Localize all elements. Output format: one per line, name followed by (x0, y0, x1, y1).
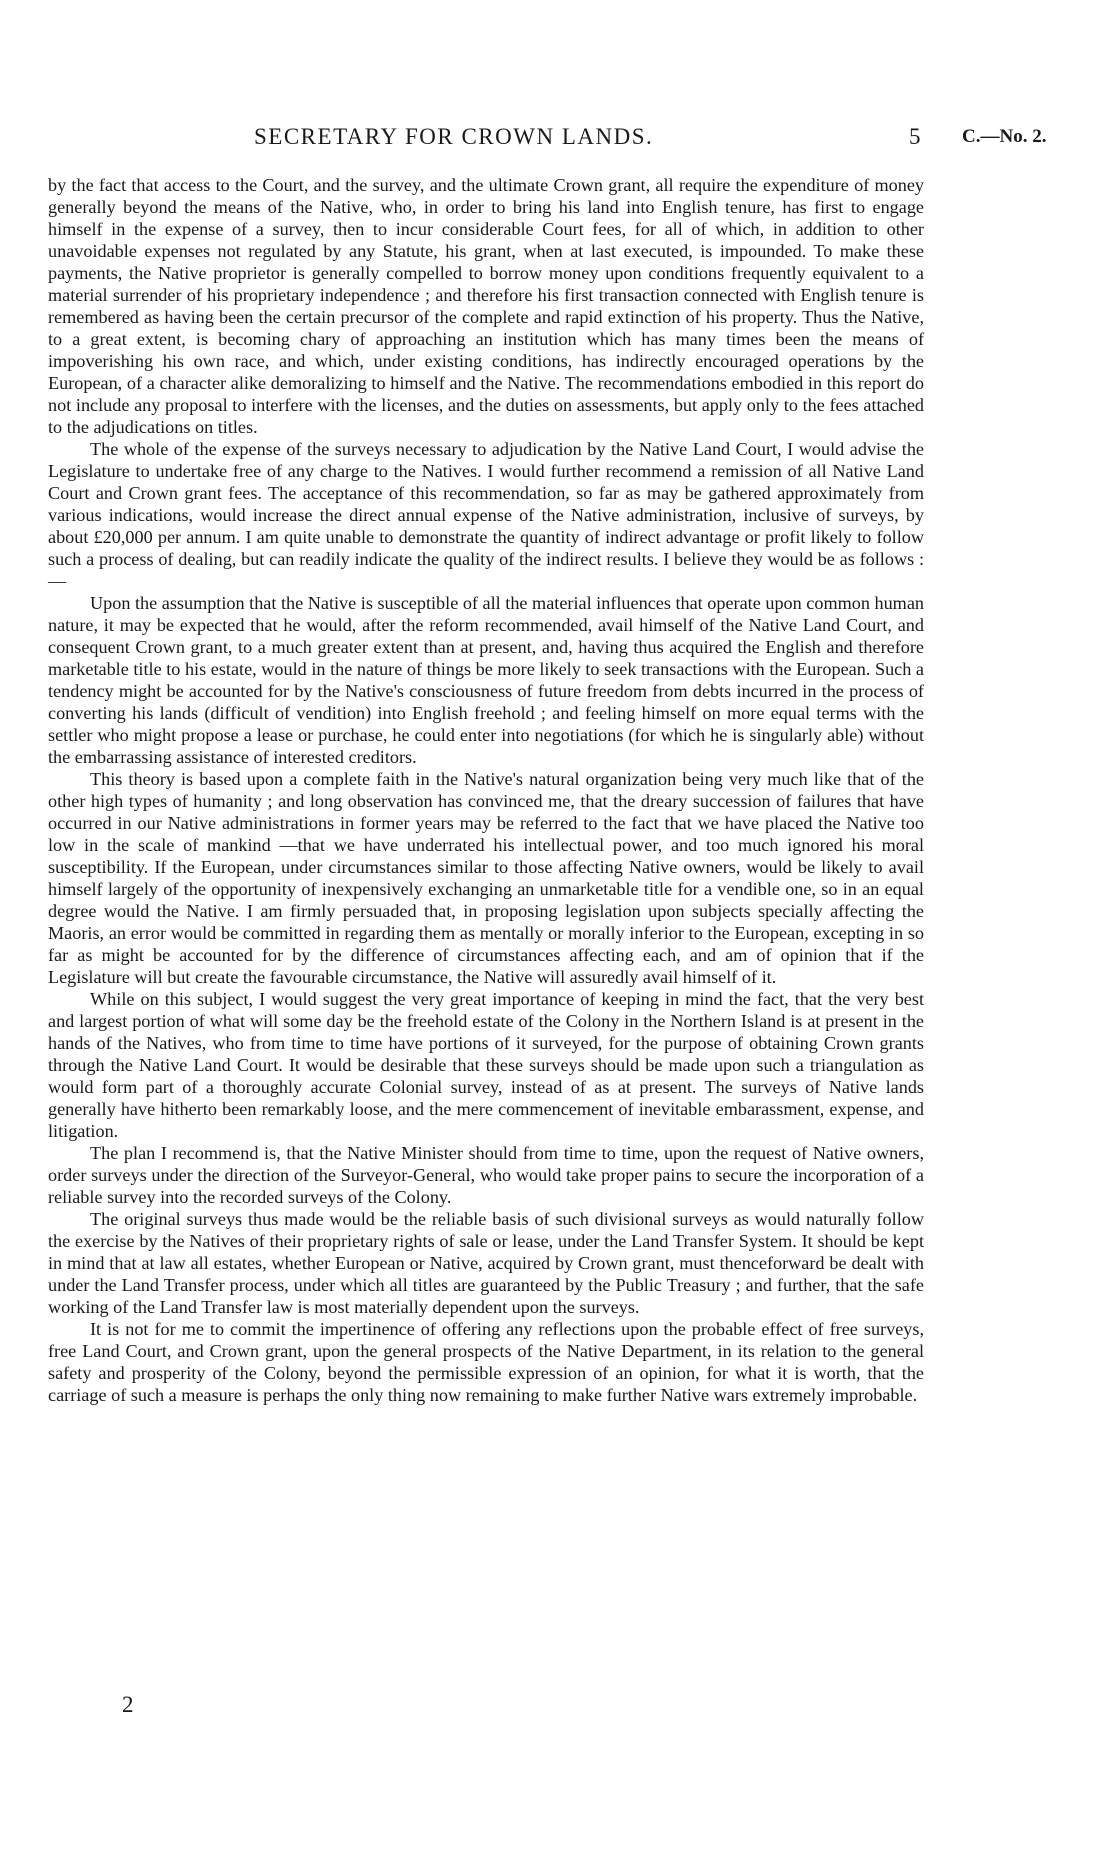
signature-mark: 2 (122, 1692, 134, 1717)
running-header (0, 124, 1114, 154)
document-reference: C.—No. 2. (962, 126, 1047, 147)
body-text (48, 174, 924, 1406)
paragraph-northern-island: While on this subject, I would suggest the very great importance of keeping in mind the fact, that the very best and largest portion of what will some day be the freehold estate of the Colony in the Northern Island is at present in the hands of the Natives, who from time to time have portions of it surveyed, for the purpose of obtaining Crown grants through the Native Land Court. It would be desirable that these surveys should be made upon such a triangulation as would form part of a thoroughly accurate Colonial survey, instead of as at present. The surveys of Native lands generally have hitherto been remarkably loose, and the mere commencement of inevitable embarassment, expense, and litigation. (48, 989, 924, 1141)
paragraph-plan: The plan I recommend is, that the Native Minister should from time to time, upon the request of Native owners, order surveys under the direction of the Surveyor-General, who would take proper pains to secure the incorporation of a reliable survey into the recorded surveys of the Colony. (48, 1143, 924, 1207)
paragraph-assumption: Upon the assumption that the Native is susceptible of all the material influences that operate upon common human nature, it may be expected that he would, after the reform recommended, avail himself of the Native Land Court, and consequent Crown grant, to a much greater extent than at present, and, having thus acquired the English and therefore marketable title to his estate, would in the nature of things be more likely to seek transactions with the European. Such a tendency might be accounted for by the Native's consciousness of future freedom from debts incurred in the process of converting his lands (difficult of vendition) into English freehold ; and feeling himself on more equal terms with the settler who might propose a lease or purchase, he could enter into negotiations (for which he is singularly able) without the embarrassing assistance of interested creditors. (48, 593, 924, 767)
header-title: SECRETARY FOR CROWN LANDS. (254, 124, 654, 149)
paragraph-conclusion: It is not for me to commit the impertinence of offering any reflections upon the probable effect of free surveys, free Land Court, and Crown grant, upon the general prospects of the Native Department, in its relation to the general safety and prosperity of the Colony, beyond the permissible expression of an opinion, for what it is worth, that the carriage of such a measure is perhaps the only thing now remaining to make further Native wars extremely improbable. (48, 1319, 924, 1405)
page-number: 5 (909, 124, 921, 149)
paragraph-theory: This theory is based upon a complete faith in the Native's natural organization being very much like that of the other high types of humanity ; and long observation has convinced me, that the dreary succession of failures that have occurred in our Native administrations in former years may be referred to the fact that we have placed the Native too low in the scale of mankind —that we have underrated his intellectual power, and too much ignored his moral susceptibility. If the European, under circumstances similar to those affecting Native owners, would be likely to avail himself largely of the opportunity of inexpensively exchanging an unmarketable title for a vendible one, so in an equal degree would the Native. I am firmly persuaded that, in proposing legislation upon subjects specially affecting the Maoris, an error would be committed in regarding them as mentally or morally inferior to the European, excepting in so far as might be accounted for by the difference of circumstances affecting each, and am of opinion that if the Legislature will but create the favourable circumstance, the Native will assuredly avail himself of it. (48, 769, 924, 987)
paragraph-original-surveys: The original surveys thus made would be the reliable basis of such divisional surveys as would naturally follow the exercise by the Natives of their proprietary rights of sale or lease, under the Land Transfer System. It should be kept in mind that at law all estates, whether European or Native, acquired by Crown grant, must thenceforward be dealt with under the Land Transfer process, under which all titles are guaranteed by the Public Treasury ; and further, that the safe working of the Land Transfer law is most materially dependent upon the surveys. (48, 1209, 924, 1317)
paragraph-continuation: by the fact that access to the Court, and the survey, and the ultimate Crown grant, all require the expenditure of money generally beyond the means of the Native, who, in order to bring his land into English tenure, has first to engage himself in the expense of a survey, then to incur considerable Court fees, for all of which, in addition to other unavoidable expenses not regulated by any Statute, his grant, when at last executed, is impounded. To make these payments, the Native proprietor is generally compelled to borrow money upon conditions frequently equivalent to a material surrender of his proprietary independence ; and therefore his first transaction connected with English tenure is remembered as having been the certain precursor of the complete and rapid extinction of his property. Thus the Native, to a great extent, is becoming chary of approaching an institution which has many times been the means of impoverishing his own race, and which, under existing conditions, has indirectly encouraged operations by the European, of a character alike demoralizing to himself and the Native. The recommendations embodied in this report do not include any proposal to interfere with the licenses, and the duties on assessments, but apply only to the fees attached to the adjudications on titles. (48, 175, 924, 437)
paragraph-survey-expense: The whole of the expense of the surveys necessary to adjudication by the Native Land Court, I would advise the Legislature to undertake free of any charge to the Natives. I would further recommend a remission of all Native Land Court and Crown grant fees. The acceptance of this recommendation, so far as may be gathered approximately from various indications, would increase the direct annual expense of the Native administration, inclusive of surveys, by about £20,000 per annum. I am quite unable to demonstrate the quantity of indirect advantage or profit likely to follow such a process of dealing, but can readily indicate the quality of the indirect results. I believe they would be as follows :— (48, 439, 924, 591)
